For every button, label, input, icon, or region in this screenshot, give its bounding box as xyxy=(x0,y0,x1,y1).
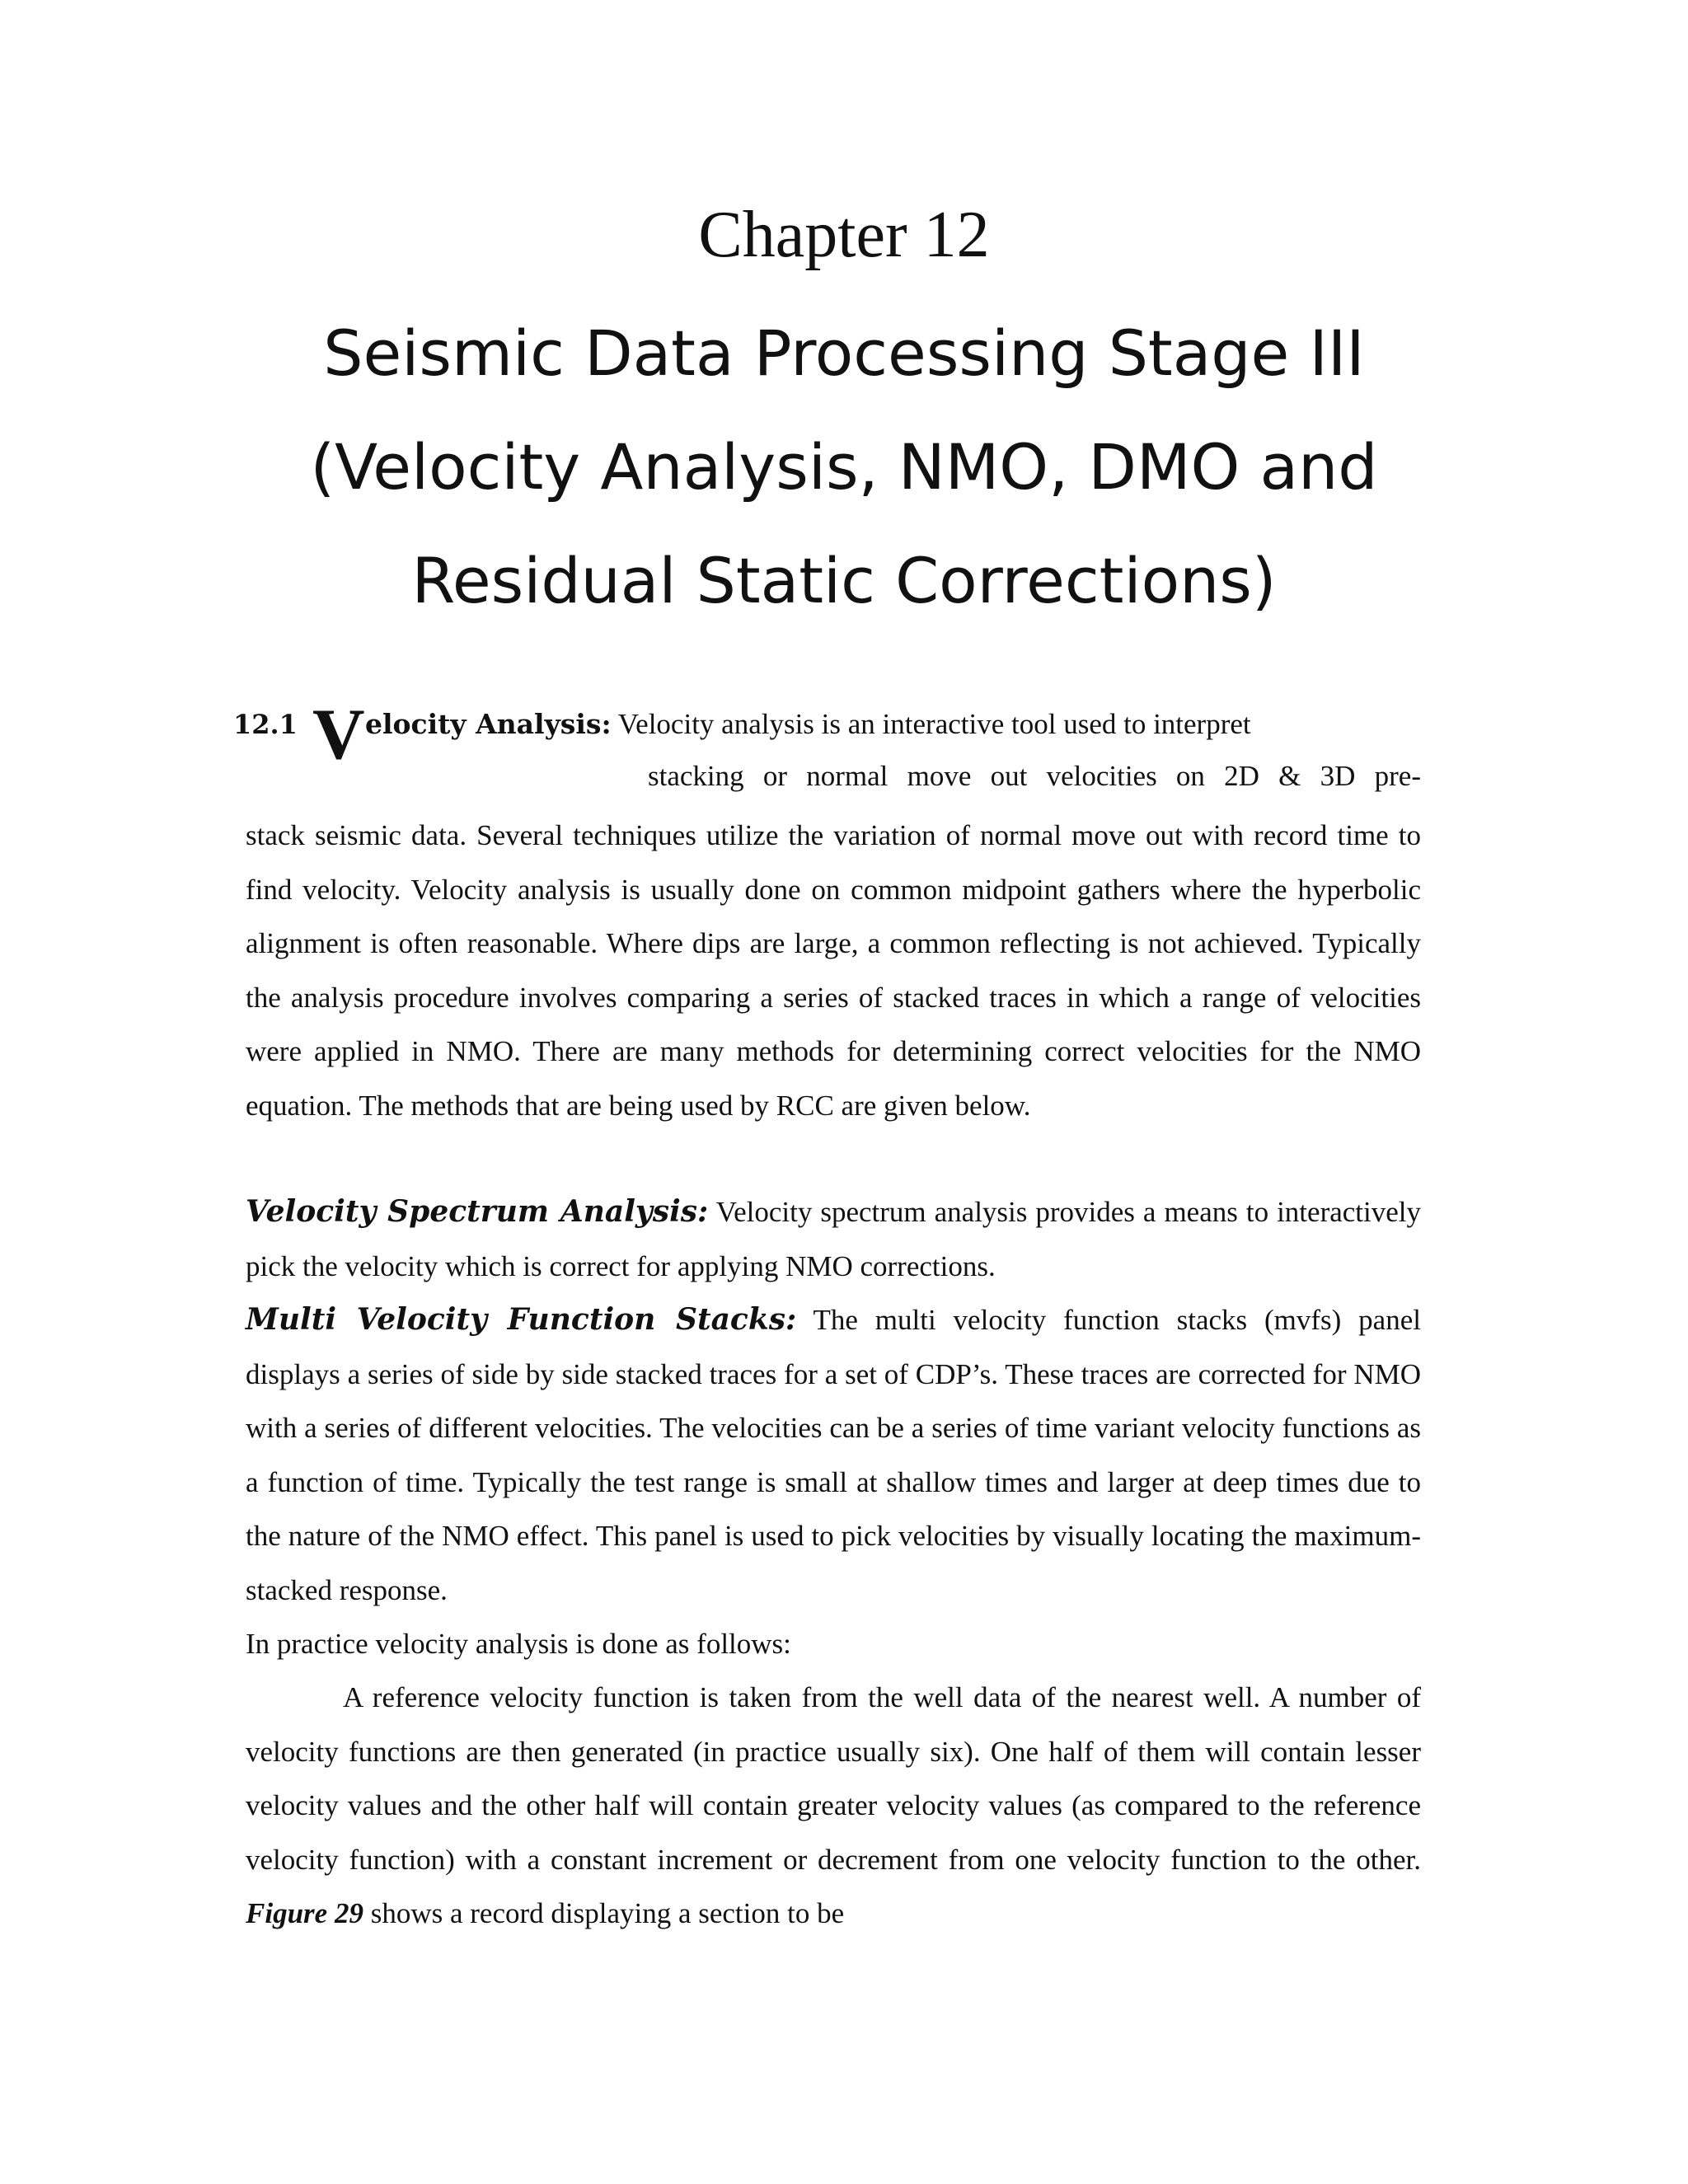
practice-intro: In practice velocity analysis is done as follows: xyxy=(246,1628,791,1660)
practice-paragraph xyxy=(246,1671,1421,1941)
chapter-title-line-3: Residual Static Corrections) xyxy=(411,544,1277,617)
chapter-title-line-1: Seismic Data Processing Stage III xyxy=(323,316,1365,390)
multi-velocity-text: The multi velocity function stacks (mvfs) panel displays a series of side by side stacked traces for a set of CDP’s. These traces are corrected for NMO with a series of different velocities. The velocities can be a series of time variant velocity functions as a function of time. Typically the test range is small at shallow times and larger at deep times due to the nature of the NMO effect. This panel is used to pick velocities by visually locating the maximum-stacked response. xyxy=(246,1304,1421,1606)
practice-text-continued: shows a record displaying a section to be xyxy=(370,1897,845,1929)
section-term: elocity Analysis: xyxy=(365,708,612,740)
multi-velocity-heading: Multi Velocity Function Stacks: xyxy=(246,1302,797,1337)
section-intro-text: Velocity analysis is an interactive tool used to interpret xyxy=(617,708,1251,740)
velocity-spectrum-heading: Velocity Spectrum Analysis: xyxy=(246,1194,709,1229)
drop-cap: V xyxy=(312,695,365,775)
chapter-title xyxy=(206,297,1482,638)
velocity-spectrum-text: Velocity spectrum analysis provides a means to interactively pick the velocity which is correct for applying NMO corrections. xyxy=(246,1196,1421,1282)
multi-velocity-paragraph xyxy=(246,1293,1421,1617)
section-number: 12.1 xyxy=(233,709,298,740)
section-second-line-text: stacking or normal move out velocities on 2D & 3D pre- xyxy=(648,760,1421,792)
section-second-line xyxy=(648,756,1421,797)
section-first-line xyxy=(365,704,1251,745)
chapter-label: Chapter 12 xyxy=(698,199,990,271)
practice-text: A reference velocity function is taken from the well data of the nearest well. A number of velocity functions are then generated (in practice usually six). One half of them will contain lesser velocity values and the other half will contain greater velocity values (as compared to the reference velocity function) with a constant increment or decrement from one velocity function to the other. xyxy=(246,1681,1421,1876)
chapter-title-line-2: (Velocity Analysis, NMO, DMO and xyxy=(310,430,1378,504)
velocity-spectrum-paragraph xyxy=(246,1185,1421,1293)
figure-reference[interactable]: Figure 29 xyxy=(246,1897,363,1929)
section-body-paragraph: stack seismic data. Several techniques utilize the variation of normal move out with record time to find velocity. Velocity analysis is usually done on common midpoint gathers where the hyperbolic alignment is often reasonable. Where dips are large, a common reflecting is not achieved. Typically the analysis procedure involves comparing a series of stacked traces in which a range of velocities were applied in NMO. There are many methods for determining correct velocities for the NMO equation. The methods that are being used by RCC are given below. xyxy=(246,819,1421,1122)
